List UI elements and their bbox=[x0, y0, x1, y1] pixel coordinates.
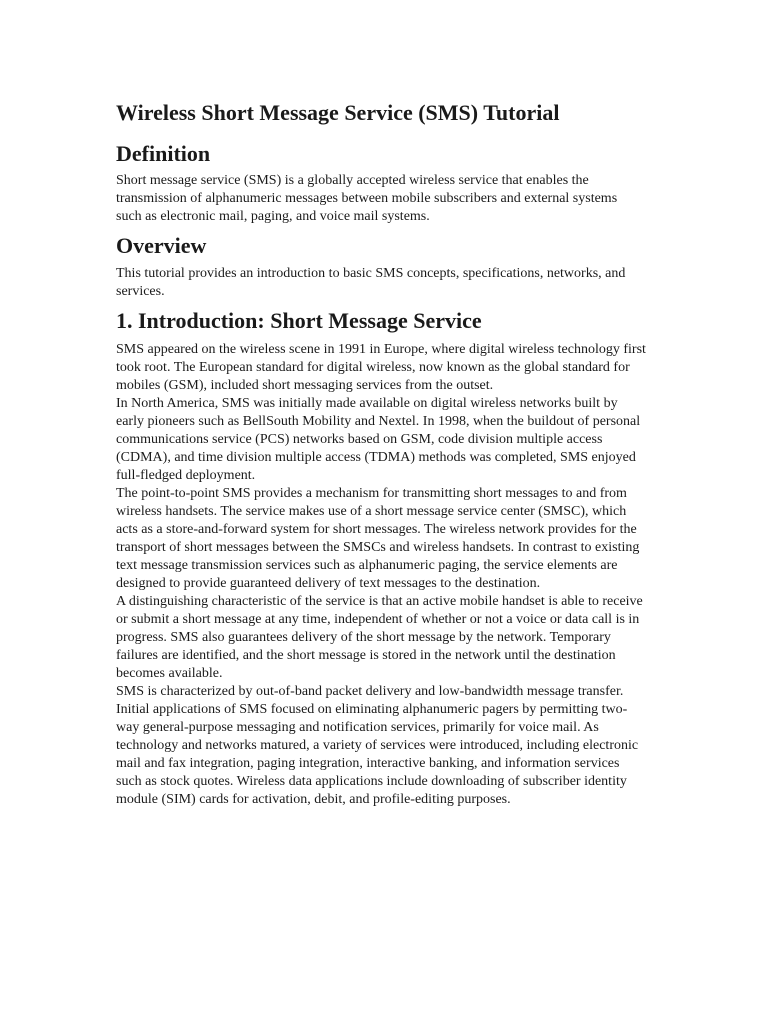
intro-paragraph-5: SMS is characterized by out-of-band packet delivery and low-bandwidth message transfer. Initial applications of SMS focused on eliminating alphanumeric pagers by permitting two-way general-purpose messaging and notification services, primarily for voice mail. As technology and networks matured, a variety of services were introduced, including electronic mail and fax integration, paging integration, interactive banking, and information services such as stock quotes. Wireless data applications include downloading of subscriber identity module (SIM) cards for activation, debit, and profile-editing purposes. bbox=[116, 684, 639, 807]
overview-paragraph: This tutorial provides an introduction to basic SMS concepts, specifications, networks, and services. bbox=[116, 266, 626, 299]
intro-paragraph-2: In North America, SMS was initially made available on digital wireless networks built by early pioneers such as BellSouth Mobility and Nextel. In 1998, when the buildout of personal communications service (PCS) networks based on GSM, code division multiple access (CDMA), and time division multiple access (TDMA) methods was completed, SMS enjoyed full-fledged deployment. bbox=[116, 396, 641, 483]
definition-paragraph: Short message service (SMS) is a globally accepted wireless service that enables the transmission of alphanumeric messages between mobile subscribers and external systems such as electronic mail, paging, and voice mail systems. bbox=[116, 173, 618, 224]
overview-heading: Overview bbox=[116, 233, 207, 258]
intro-paragraph-3: The point-to-point SMS provides a mechanism for transmitting short messages to and from wireless handsets. The service makes use of a short message service center (SMSC), which acts as a store-and-forward system for short messages. The wireless network provides for the transport of short messages between the SMSCs and wireless handsets. In contrast to existing text message transmission services such as alphanumeric paging, the service elements are designed to provide guaranteed delivery of text messages to the destination. bbox=[116, 486, 640, 591]
intro-paragraph-4: A distinguishing characteristic of the service is that an active mobile handset is able to receive or submit a short message at any time, independent of whether or not a voice or data call is in progress. SMS also guarantees delivery of the short message by the network. Temporary failures are identified, and the short message is stored in the network until the destination becomes available. bbox=[116, 594, 643, 681]
introduction-heading: 1. Introduction: Short Message Service bbox=[116, 308, 482, 333]
introduction-body bbox=[116, 341, 646, 809]
document-title: Wireless Short Message Service (SMS) Tutorial bbox=[116, 100, 560, 125]
intro-paragraph-1: SMS appeared on the wireless scene in 1991 in Europe, where digital wireless technology first took root. The European standard for digital wireless, now known as the global standard for mobiles (GSM), included short messaging services from the outset. bbox=[116, 342, 646, 393]
definition-heading: Definition bbox=[116, 141, 211, 166]
